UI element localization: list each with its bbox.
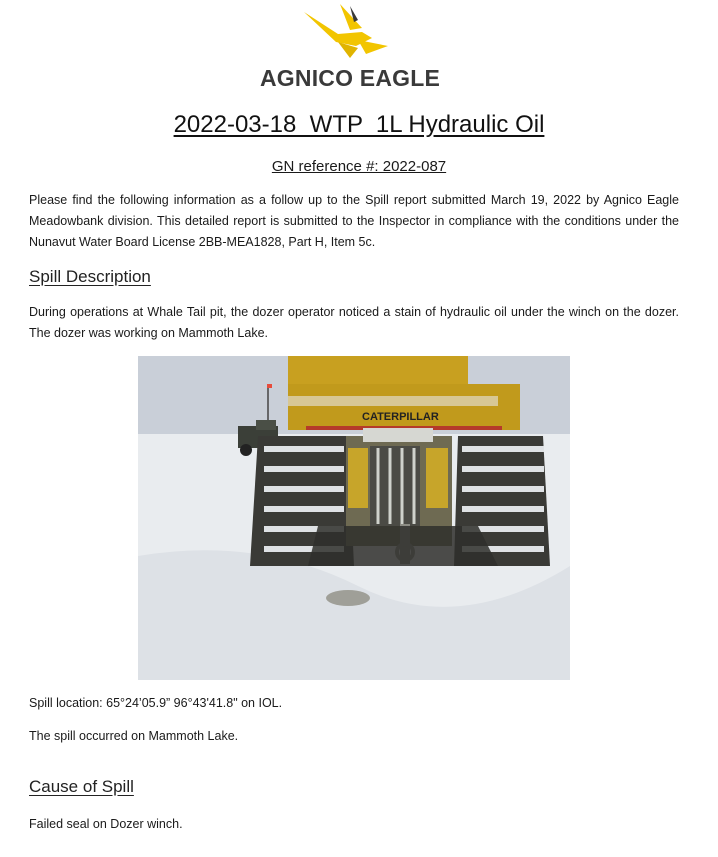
gn-reference: GN reference #: 2022-087 (271, 158, 447, 175)
caterpillar-label: CATERPILLAR (362, 411, 439, 423)
spill-description-text: During operations at Whale Tail pit, the dozer operator noticed a stain of hydraulic oil under the winch on the dozer. The dozer was working on Mammoth Lake. (29, 305, 679, 340)
dozer-photo (138, 356, 570, 680)
cause-of-spill-text: Failed seal on Dozer winch. (29, 817, 183, 831)
cause-of-spill-heading: Cause of Spill (29, 777, 134, 796)
logo-wordmark: AGNICO EAGLE (259, 65, 441, 91)
document-title: 2022-03-18 WTP 1L Hydraulic Oil (173, 111, 545, 138)
spill-description-heading: Spill Description (29, 267, 151, 286)
spill-location: Spill location: 65°24’05.9” 96°43'41.8" on IOL. (29, 696, 283, 710)
eagle-icon (300, 2, 390, 60)
company-logo (255, 2, 445, 94)
spill-occurred-text: The spill occurred on Mammoth Lake. (29, 729, 239, 743)
intro-paragraph: Please find the following information as a follow up to the Spill report submitted March 19, 2022 by Agnico Eagle Meadowbank division. This detailed report is submitted to the Inspector in compliance with the conditions under the Nunavut Water Board License 2BB-MEA1828, Part H, Item 5c. (29, 193, 679, 249)
